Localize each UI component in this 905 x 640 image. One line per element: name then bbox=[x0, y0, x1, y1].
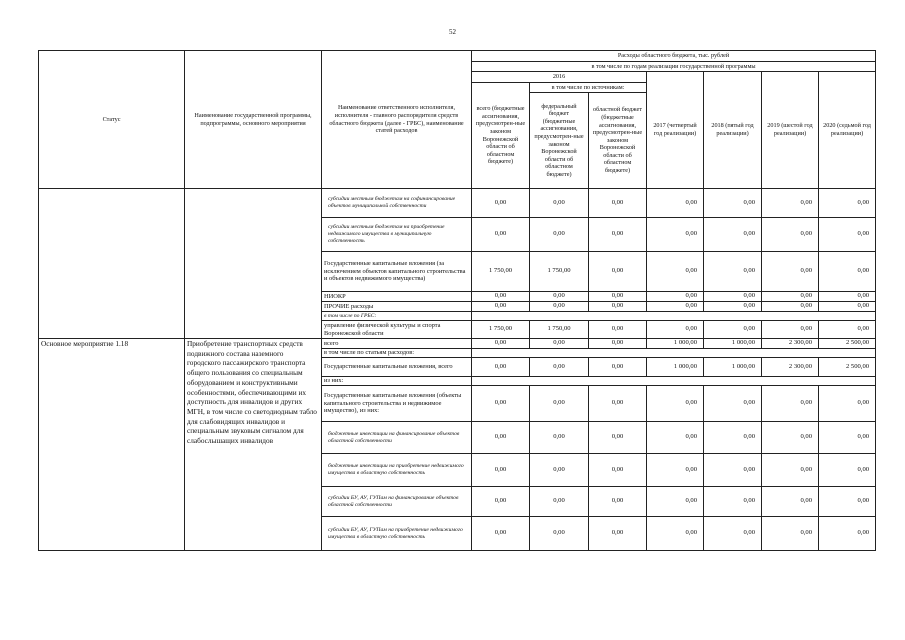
value-cell: 2 300,00 bbox=[762, 339, 819, 349]
row-label: Государственные капитальные вложения (объекты капитального строительства и недвижимое имущество), из них: bbox=[322, 386, 472, 422]
value-cell: 0,00 bbox=[762, 218, 819, 252]
value-cell: 1 000,00 bbox=[704, 358, 762, 377]
value-cell: 0,00 bbox=[819, 386, 876, 422]
value-cell: 0,00 bbox=[589, 386, 647, 422]
value-cell: 0,00 bbox=[589, 454, 647, 487]
value-cell: 0,00 bbox=[762, 422, 819, 454]
value-cell: 0,00 bbox=[530, 454, 589, 487]
executor-header: Наименование ответственного исполнителя, исполнителя - главного распорядителя средств областного бюджета (далее - ГРБС), наименование статей расходов bbox=[322, 51, 472, 189]
value-cell: 0,00 bbox=[589, 358, 647, 377]
row-label: бюджетные инвестиции на приобретение недвижимого имущества в областную собственность bbox=[322, 454, 472, 487]
value-cell: 0,00 bbox=[589, 218, 647, 252]
empty-cell bbox=[472, 377, 876, 386]
value-cell: 0,00 bbox=[647, 422, 704, 454]
row-label: НИОКР bbox=[322, 292, 472, 302]
expenses-header: Расходы областного бюджета, тыс. рублей bbox=[472, 51, 876, 62]
value-cell: 0,00 bbox=[472, 358, 530, 377]
value-cell: 0,00 bbox=[472, 292, 530, 302]
value-cell: 0,00 bbox=[530, 386, 589, 422]
budget-table bbox=[38, 50, 876, 551]
value-cell: 0,00 bbox=[762, 292, 819, 302]
value-cell: 0,00 bbox=[530, 422, 589, 454]
value-cell: 0,00 bbox=[704, 517, 762, 551]
value-cell: 0,00 bbox=[530, 517, 589, 551]
empty-cell bbox=[472, 312, 876, 321]
value-cell: 1 750,00 bbox=[472, 321, 530, 339]
row-label: субсидии местным бюджетам на приобретение недвижимого имущества в муниципальную собственность bbox=[322, 218, 472, 252]
value-cell: 2 500,00 bbox=[819, 358, 876, 377]
value-cell: 0,00 bbox=[589, 252, 647, 292]
value-cell: 0,00 bbox=[589, 517, 647, 551]
value-cell: 0,00 bbox=[647, 292, 704, 302]
sources-header: в том числе по источникам: bbox=[530, 83, 647, 93]
regional-budget-header: областной бюджет (бюджетные ассигнования, предусмотрен-ные законом Воронежской области об областном бюджете) bbox=[589, 93, 647, 189]
value-cell: 0,00 bbox=[762, 386, 819, 422]
program-name-cell: Приобретение транспортных средств подвижного состава наземного городского пассажирского транспорта общего пользования со специальным оборудованием и конструктивными особенностями, обеспечивающими их доступность для инвалидов и других МГН, в том числе со светодиодным табло для слабовидящих инвалидов и специальным звуковым сигналом для слабослышащих инвалидов bbox=[185, 339, 322, 551]
row-label: Государственные капитальные вложения (за исключением объектов капитального строительства и объектов недвижимого имущества) bbox=[322, 252, 472, 292]
table-row bbox=[39, 189, 876, 218]
value-cell: 1 750,00 bbox=[530, 252, 589, 292]
value-cell: 0,00 bbox=[819, 422, 876, 454]
value-cell: 0,00 bbox=[589, 339, 647, 349]
row-label: Государственные капитальные вложения, всего bbox=[322, 358, 472, 377]
value-cell: 0,00 bbox=[647, 321, 704, 339]
value-cell: 0,00 bbox=[819, 292, 876, 302]
value-cell: 1 750,00 bbox=[530, 321, 589, 339]
value-cell: 0,00 bbox=[647, 517, 704, 551]
value-cell: 0,00 bbox=[704, 292, 762, 302]
value-cell: 0,00 bbox=[647, 454, 704, 487]
value-cell: 0,00 bbox=[472, 189, 530, 218]
year-2016-header: 2016 bbox=[472, 72, 647, 83]
value-cell: 1 000,00 bbox=[647, 358, 704, 377]
value-cell: 2 500,00 bbox=[819, 339, 876, 349]
status-header: Статус bbox=[39, 51, 185, 189]
value-cell: 0,00 bbox=[472, 487, 530, 517]
value-cell: 0,00 bbox=[472, 218, 530, 252]
value-cell: 0,00 bbox=[704, 386, 762, 422]
value-cell: 0,00 bbox=[704, 454, 762, 487]
value-cell: 0,00 bbox=[704, 321, 762, 339]
value-cell: 0,00 bbox=[819, 302, 876, 312]
total-2016-header: всего (бюджетные ассигнования, предусмотрен-ные законом Воронежской области об областном бюджете) bbox=[472, 83, 530, 189]
table-row bbox=[39, 339, 876, 349]
value-cell: 0,00 bbox=[704, 218, 762, 252]
value-cell: 0,00 bbox=[472, 386, 530, 422]
value-cell: 0,00 bbox=[647, 252, 704, 292]
by-years-header: в том числе по годам реализации государственной программы bbox=[472, 62, 876, 72]
value-cell: 0,00 bbox=[762, 454, 819, 487]
value-cell: 0,00 bbox=[647, 386, 704, 422]
row-label: субсидии БУ, АУ, ГУПам на приобретение недвижимого имущества в областную собственность bbox=[322, 517, 472, 551]
value-cell: 0,00 bbox=[530, 189, 589, 218]
value-cell: 0,00 bbox=[762, 487, 819, 517]
year-2018-header: 2018 (пятый год реализации) bbox=[704, 72, 762, 189]
row-label: в том числе по ГРБС: bbox=[322, 312, 472, 321]
value-cell: 0,00 bbox=[530, 358, 589, 377]
row-label: в том числе по статьям расходов: bbox=[322, 349, 472, 358]
value-cell: 0,00 bbox=[530, 487, 589, 517]
year-2019-header: 2019 (шестой год реализации) bbox=[762, 72, 819, 189]
value-cell: 0,00 bbox=[589, 321, 647, 339]
value-cell: 0,00 bbox=[762, 517, 819, 551]
value-cell: 0,00 bbox=[762, 189, 819, 218]
value-cell: 1 000,00 bbox=[704, 339, 762, 349]
value-cell: 2 300,00 bbox=[762, 358, 819, 377]
header-row-1 bbox=[39, 51, 876, 62]
status-cell bbox=[39, 189, 185, 339]
year-2020-header: 2020 (седьмой год реализации) bbox=[819, 72, 876, 189]
value-cell: 0,00 bbox=[819, 517, 876, 551]
federal-budget-header: федеральный бюджет (бюджетные ассигнования, предусмотрен-ные законом Воронежской области об областном бюджете) bbox=[530, 93, 589, 189]
value-cell: 0,00 bbox=[589, 292, 647, 302]
row-label: ПРОЧИЕ расходы bbox=[322, 302, 472, 312]
value-cell: 0,00 bbox=[762, 321, 819, 339]
page-number: 52 bbox=[449, 28, 456, 36]
value-cell: 0,00 bbox=[704, 487, 762, 517]
value-cell: 0,00 bbox=[530, 292, 589, 302]
value-cell: 0,00 bbox=[647, 302, 704, 312]
value-cell: 0,00 bbox=[819, 189, 876, 218]
value-cell: 0,00 bbox=[704, 422, 762, 454]
value-cell: 0,00 bbox=[589, 302, 647, 312]
value-cell: 0,00 bbox=[530, 218, 589, 252]
program-name-cell bbox=[185, 189, 322, 339]
year-2017-header: 2017 (четвертый год реализации) bbox=[647, 72, 704, 189]
row-label: из них: bbox=[322, 377, 472, 386]
value-cell: 0,00 bbox=[819, 218, 876, 252]
value-cell: 0,00 bbox=[472, 422, 530, 454]
empty-cell bbox=[472, 349, 876, 358]
row-label: субсидии БУ, АУ, ГУПам на финансирование объектов областной собственности bbox=[322, 487, 472, 517]
value-cell: 0,00 bbox=[589, 487, 647, 517]
value-cell: 0,00 bbox=[530, 339, 589, 349]
row-label: всего bbox=[322, 339, 472, 349]
value-cell: 0,00 bbox=[472, 517, 530, 551]
row-label: субсидии местным бюджетам на софинансирование объектов муниципальной собственности bbox=[322, 189, 472, 218]
value-cell: 0,00 bbox=[704, 189, 762, 218]
value-cell: 0,00 bbox=[647, 487, 704, 517]
value-cell: 0,00 bbox=[704, 302, 762, 312]
value-cell: 0,00 bbox=[472, 302, 530, 312]
value-cell: 0,00 bbox=[647, 218, 704, 252]
value-cell: 0,00 bbox=[762, 252, 819, 292]
status-cell: Основное мероприятие 1.18 bbox=[39, 339, 185, 551]
value-cell: 0,00 bbox=[589, 422, 647, 454]
value-cell: 0,00 bbox=[762, 302, 819, 312]
value-cell: 0,00 bbox=[472, 454, 530, 487]
value-cell: 0,00 bbox=[819, 487, 876, 517]
value-cell: 0,00 bbox=[819, 454, 876, 487]
value-cell: 0,00 bbox=[819, 321, 876, 339]
row-label: управление физической культуры и спорта Воронежской области bbox=[322, 321, 472, 339]
value-cell: 1 750,00 bbox=[472, 252, 530, 292]
row-label: бюджетные инвестиции на финансирование объектов областной собственности bbox=[322, 422, 472, 454]
value-cell: 0,00 bbox=[704, 252, 762, 292]
value-cell: 0,00 bbox=[819, 252, 876, 292]
value-cell: 0,00 bbox=[530, 302, 589, 312]
program-name-header: Наименование государственной программы, подпрограммы, основного мероприятия bbox=[185, 51, 322, 189]
value-cell: 1 000,00 bbox=[647, 339, 704, 349]
value-cell: 0,00 bbox=[589, 189, 647, 218]
value-cell: 0,00 bbox=[472, 339, 530, 349]
value-cell: 0,00 bbox=[647, 189, 704, 218]
